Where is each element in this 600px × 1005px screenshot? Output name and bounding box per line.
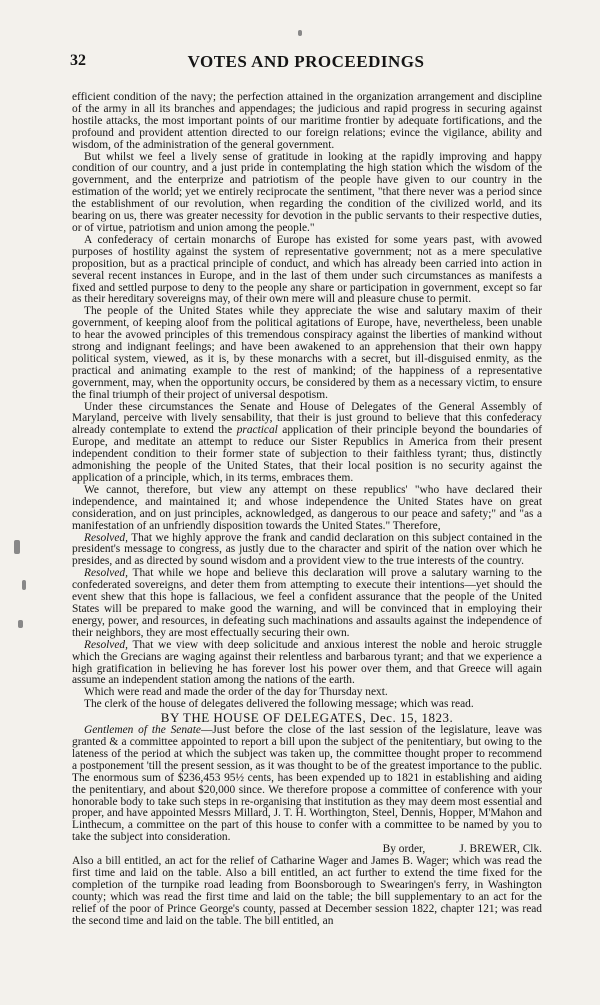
margin-smudge — [14, 540, 20, 554]
paragraph-bills: Also a bill entitled, an act for the relief of Catharine Wager and James B. Wager; which was read the first time and laid on the table. Also a bill entitled, an act further to extend the time fixed for the completion of the turnpike road leading from Boonsborough to Swearingen's ferry, in Washington county; which was read the first time and laid on the table; the bill supplementary to an act for the relief of the poor of Prince George's county, passed at December session 1822, chapter 121; was read the second time and laid on the table. The bill entitled, an — [72, 855, 542, 927]
document-body — [72, 92, 542, 928]
running-title: VOTES AND PROCEEDINGS — [187, 52, 425, 71]
message-text: —Just before the close of the last session of the legislature, leave was granted & a committee appointed to report a bill upon the subject of the penitentiary, but owing to the lateness of the period at which the subject was taken up, the committee thought proper to recommend a postponement 'till the present session, as it was thought to be of the greatest importance to the public. The enormous sum of $236,453 95½ cents, has been expended up to 1821 in establishing and aiding the penitentiary, and about $20,000 since. We therefore propose a committee of conference with your honorable body to take such steps in re-organising that institution as they may deem most essential and proper, and have appointed Messrs Millard, J. T. H. Worthington, Steel, Dennis, Hopper, M'Mahon and Linthecum, a committee on the part of this house to confer with a committee to be named by you to take the subject into consideration. — [72, 724, 542, 844]
resolution-2 — [72, 568, 542, 639]
margin-smudge — [22, 580, 26, 590]
resolution-1 — [72, 533, 542, 569]
salutation: Gentlemen of the Senate — [84, 724, 201, 737]
resolution-3-text: That we view with deep solicitude and anxious interest the noble and heroic struggle which the Grecians are waging against their relentless and barbarous tyrant; and that we experience a high gratification in believing he has forever lost his power over them, and that Greece will again assume an independent station among the nations of the earth. — [72, 638, 542, 687]
house-heading: BY THE HOUSE OF DELEGATES, Dec. 15, 1823. — [160, 710, 454, 726]
margin-smudge — [18, 620, 23, 628]
resolved-label: Resolved, — [84, 531, 128, 544]
paragraph-2: But whilst we feel a lively sense of gratitude in looking at the rapidly improving and happy condition of our country, and a just pride in contemplating the high station which the wisdom of the government, and the enterprize and patriotism of the people have given to our country in the estimation of the world; yet we entirely reciprocate the sentiment, "that there never was a period since the establishment of our revolution, when regarding the condition of the civilized world, and its bearing on us, there was greater necessity for devotion in the public servants to their respective duties, or of virtue, patriotism and union among the people." — [72, 150, 542, 234]
paragraph-order-of-day: Which were read and made the order of the day for Thursday next. — [84, 686, 388, 699]
paragraph-4: The people of the United States while they appreciate the wise and salutary maxim of their government, of keeping aloof from the political agitations of Europe, have, nevertheless, been unable to hear the avowed principles of this tremendous conspiracy against the liberties of mankind without strong and indignant feelings; and have been awakened to an apprehension that their own happy political system, viewed, as it is, by these monarchs with a secret, but ill-disguised enmity, as the practical and animating example to the rest of mankind; of the happiness of a representative government, may, when the opportunity occurs, be considered by them as a necessary victim, to ensure the final triumph of their project of universal despotism. — [72, 305, 542, 401]
page-number: 32 — [70, 52, 86, 69]
message-paragraph — [72, 725, 542, 844]
clerk-signature: J. BREWER, Clk. — [459, 843, 542, 856]
resolution-3 — [72, 640, 542, 688]
resolved-label: Resolved, — [84, 638, 128, 651]
by-order: By order, — [382, 843, 426, 856]
paragraph-6: We cannot, therefore, but view any attempt on these republics' "who have declared their independence, and maintained it; and whose independence the United States have on great consideration, and on just principles, acknowledged, as dangerous to our peace and safety;" and "as a manifestation of an unfriendly disposition towards the United States." Therefore, — [72, 483, 542, 532]
resolved-label: Resolved, — [84, 567, 128, 580]
paragraph-5-italic: practical — [236, 424, 278, 437]
resolution-2-text: That while we hope and believe this declaration will prove a salutary warning to the confederated sovereigns, and deter them from attempting to execute their intentions—yet should the event shew that this hope is fallacious, we feel a confident assurance that the people of the United States will be prepared to make good the warning, and will be convinced that in employing their energy, power, and resources, in defeating such machinations and assaults against the independence of their neighbors, they are most effectually securing their own. — [72, 567, 542, 639]
paragraph-1: efficient condition of the navy; the perfection attained in the organization arrangement and discipline of the army in all its branches and appendages; the judicious and rapid progress in securing against hostile attacks, the most important points of our maritime frontier by adequate fortifications, and the profound and provident attention directed to our foreign relations; evince the vigilance, ability and wisdom, of the administration of the general government. — [72, 91, 542, 151]
paragraph-5 — [72, 402, 542, 485]
paragraph-clerk-message: The clerk of the house of delegates delivered the following message; which was read. — [84, 698, 474, 711]
paragraph-5-text-a: Under these circumstances the Senate and House of Delegates of the General Assembly of Maryland, perceive with lively sensability, that their is just ground to believe that this confederacy already contemplate to extend the — [72, 400, 542, 437]
paragraph-3: A confederacy of certain monarchs of Europe has existed for some years past, with avowed purposes of hostility against the system of representative government; not as a mere speculative proposition, but as a practical principle of conduct, and which has already been carried into action in several recent instances in Europe, and in the last of them under such circumstances as manifests a fixed and settled purpose to deny to the people any share or participation in government, except so far as their hereditary sovereigns may, of their own mere will and pleasure chuse to permit. — [72, 233, 542, 306]
paragraph-5-text-b: application of their principle beyond the boundaries of Europe, and meditate an attempt to reduce our Sister Republics in America from their present independent condition to their former state of subjection to their faithless tyrant; thus, distinctly admonishing the people of the United States, that their local position is no security against the application of a principle, which, in its terms, embraces them. — [72, 424, 542, 484]
resolution-1-text: That we highly approve the frank and candid declaration on this subject contained in the president's message to congress, as justly due to the character and spirit of the nation over which he presides, and as directed by sound wisdom and a provident view to the true interests of the country. — [72, 531, 542, 568]
page-header — [70, 52, 542, 72]
top-speck — [298, 30, 302, 36]
